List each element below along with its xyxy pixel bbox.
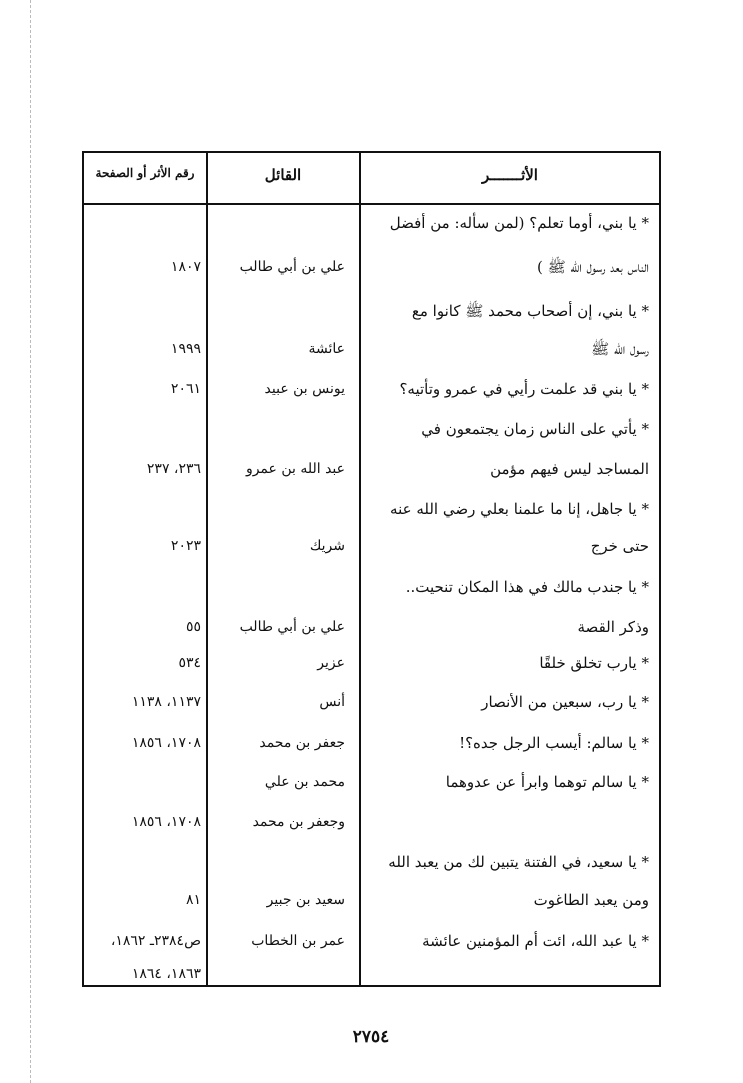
row-text: رسول الله ﷺ [591, 340, 649, 358]
row-text: * يا بني، إن أصحاب محمد ﷺ كانوا مع [411, 302, 649, 320]
row-text: الناس بعد رسول الله ﷺ ) [537, 258, 649, 276]
page-number: ٢٧٥٤ [352, 1027, 390, 1047]
row-reference: ٥٣٤ [178, 655, 201, 671]
row-reference: ٢٣٦، ٢٣٧ [146, 461, 201, 477]
row-reference: ٨١ [185, 892, 201, 908]
row-reference: ١٩٩٩ [170, 341, 201, 357]
row-text: * يا عبد الله، ائت أم المؤمنين عائشة [422, 932, 649, 950]
row-speaker: علي بن أبي طالب [239, 259, 345, 275]
row-text: * يا سالم توهما وابرأ عن عدوهما [445, 773, 649, 791]
row-speaker: عبد الله بن عمرو [245, 461, 345, 477]
row-reference: ١١٣٧، ١١٣٨ [131, 694, 201, 710]
row-text: * يا جاهل، إنا ما علمنا بعلي رضي الله عنه [390, 500, 649, 518]
row-speaker: سعيد بن جبير [266, 892, 345, 908]
row-reference: ٥٥ [185, 619, 201, 635]
row-speaker: محمد بن علي [264, 774, 345, 790]
row-text: * يأتي على الناس زمان يجتمعون في [421, 420, 649, 438]
row-text: * يا سعيد، في الفتنة يتبين لك من يعبد الله [388, 853, 649, 871]
row-text: ومن يعبد الطاغوت [533, 891, 649, 909]
header-speaker-column: القائل [264, 166, 302, 184]
row-text: حتى خرج [590, 537, 649, 555]
row-speaker: عائشة [308, 341, 345, 357]
header-text-column: الأثـــــــر [482, 166, 538, 184]
row-speaker: شريك [309, 538, 345, 554]
row-reference: ٢٠٦١ [170, 381, 201, 397]
row-speaker: عزير [317, 655, 345, 671]
row-reference: ١٧٠٨، ١٨٥٦ [131, 735, 201, 751]
row-reference: ٢٠٢٣ [170, 538, 201, 554]
row-speaker: يونس بن عبيد [264, 381, 345, 397]
row-text: المساجد ليس فيهم مؤمن [490, 460, 649, 478]
row-reference: ١٧٠٨، ١٨٥٦ [131, 814, 201, 830]
row-speaker: عمر بن الخطاب [251, 933, 345, 949]
row-speaker: أنس [319, 694, 345, 710]
row-text: وذكر القصة [577, 618, 649, 636]
header-ref-column: رقم الأثر أو الصفحة [95, 166, 195, 180]
row-text: * يا رب، سبعين من الأنصار [481, 693, 649, 711]
row-text: * يا جندب مالك في هذا المكان تنحيت.. [405, 578, 649, 596]
row-text: * يا بني قد علمت رأيي في عمرو وتأتيه؟ [399, 380, 649, 398]
row-reference: ص٢٣٨٤ـ ١٨٦٢، [110, 933, 201, 949]
row-reference: ١٨٦٣، ١٨٦٤ [131, 966, 201, 982]
row-speaker: وجعفر بن محمد [252, 814, 345, 830]
row-text: * يارب تخلق خلقًا [539, 654, 649, 672]
row-text: * يا بني، أوما تعلم؟ (لمن سأله: من أفضل [389, 214, 649, 232]
row-text: * يا سالم: أيسب الرجل جده؟! [459, 734, 649, 752]
row-speaker: جعفر بن محمد [259, 735, 345, 751]
row-speaker: علي بن أبي طالب [239, 619, 345, 635]
row-reference: ١٨٠٧ [170, 259, 201, 275]
